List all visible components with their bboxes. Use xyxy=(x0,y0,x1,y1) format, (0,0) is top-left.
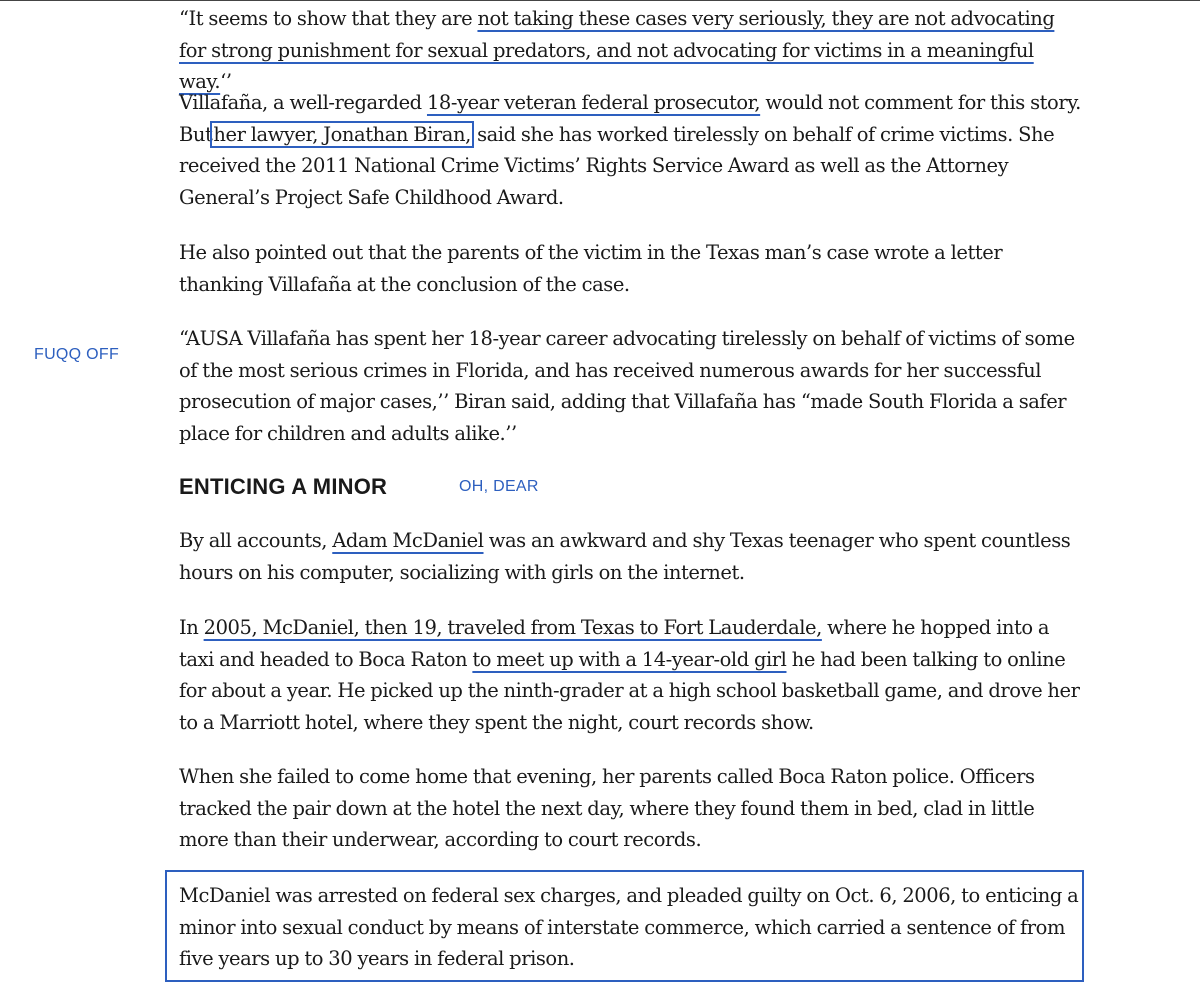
handwritten-note-fuqq-off: FUQQ OFF xyxy=(34,346,120,363)
underline-14-year-old-girl: to meet up with a 14-year-old girl xyxy=(472,647,787,671)
paragraph-parents-letter: He also pointed out that the parents of the victim in the Texas man’s case wrote a letter thanking Villafaña at the conclusion of the case. xyxy=(179,241,1003,296)
quote-1-close: ‘’ xyxy=(220,70,232,94)
p2-text-start: Villafaña, a well-regarded xyxy=(179,91,427,114)
p2-text-end: said she has worked tirelessly on behalf of crime victims. She received the 2011 National Crime Victims’ Rights Service Award as well as the Attorney General’s Project Safe Childhood Award. xyxy=(179,122,1055,209)
underline-2005-traveled: 2005, McDaniel, then 19, traveled from Texas to Fort Lauderdale, xyxy=(203,616,822,639)
underline-adam-mcdaniel: Adam McDaniel xyxy=(332,529,484,552)
p6-text-end: he had been talking to online for about a year. He picked up the ninth-grader at a high school basketball game, and drove her to a Marriott hotel, where they spent the night, court records show. xyxy=(179,647,1080,734)
paragraph-traveled-to-fort-lauderdale xyxy=(179,612,1084,738)
paragraph-villafana-lawyer xyxy=(179,87,1084,213)
p5-text-end: was an awkward and shy Texas teenager who spent countless hours on his computer, socializing with girls on the internet. xyxy=(179,529,1071,584)
underline-18-year-veteran: 18-year veteran federal prosecutor, xyxy=(426,91,761,114)
quote-1-text: “It seems to show that they are xyxy=(179,7,478,30)
section-heading: ENTICING A MINOR xyxy=(179,474,388,499)
paragraph-biran-quote: “AUSA Villafaña has spent her 18-year career advocating tirelessly on behalf of victims of some of the most serious crimes in Florida, and has received numerous awards for her successful prosecution of major cases,’’ Biran said, adding that Villafaña has “made South Florida a safer place for children and adults alike.’’ xyxy=(179,327,1075,445)
p6-text-start: In xyxy=(179,616,204,639)
p6-text-middle: where he hopped into a taxi and headed to Boca Raton xyxy=(179,616,1050,671)
p2-text-middle: would not comment for this story. But xyxy=(179,91,1081,146)
paragraph-adam-mcdaniel xyxy=(179,525,1084,588)
underline-not-taking-cases-seriously: not taking these cases very seriously, they are not advocating for strong punishment for sexual predators, and not advocating for victims in a meaningful way. xyxy=(179,7,1055,94)
boxed-her-lawyer: her lawyer, Jonathan Biran, xyxy=(213,122,471,146)
paragraph-guilty-plea: McDaniel was arrested on federal sex charges, and pleaded guilty on Oct. 6, 2006, to enticing a minor into sexual conduct by means of interstate commerce, which carried a sentence of from five years up to 30 years in federal prison. xyxy=(179,884,1079,971)
p5-text-start: By all accounts, xyxy=(179,529,333,552)
top-divider xyxy=(0,0,1200,1)
paragraph-parents-called-police: When she failed to come home that evening, her parents called Boca Raton police. Officers tracked the pair down at the hotel the next day, where they found them in bed, clad in little more than their underwear, according to court records. xyxy=(179,765,1035,852)
handwritten-note-oh-dear: OH, DEAR xyxy=(459,478,539,495)
quote-paragraph-1 xyxy=(179,3,1084,98)
